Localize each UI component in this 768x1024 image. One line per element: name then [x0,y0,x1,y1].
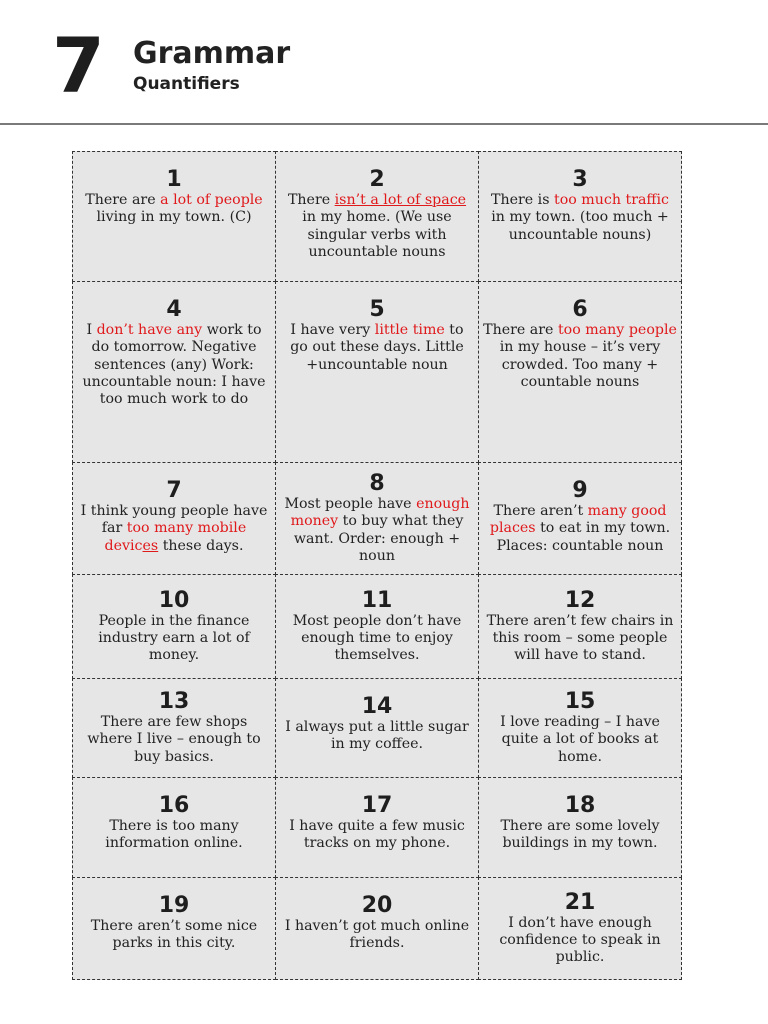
sentence-text: There is [491,192,555,208]
quantifier-card-6 [478,281,682,463]
sentence-text: There are few shops where I live – enough to buy basics. [87,714,261,765]
sentence-text: to eat in my town. Places: countable noun [496,520,671,554]
card-number: 12 [564,587,596,613]
highlighted-quantifier: enough money [290,496,470,530]
quantifier-card-17 [275,777,479,878]
card-sentence [483,714,677,766]
sentence-text: in my house – it’s very crowded. Too many + countable nouns [499,339,661,390]
card-sentence [77,918,271,953]
card-sentence [280,719,474,754]
card-number: 3 [572,167,588,192]
sentence-text: Most people have [284,496,417,512]
sentence-text: I [86,322,97,338]
quantifier-card-12 [478,574,682,679]
card-number: 10 [158,587,190,613]
page-subtitle: Quantifiers [133,74,240,94]
card-number: 15 [564,689,596,714]
card-sentence [483,613,677,665]
card-sentence [77,818,271,853]
card-number: 4 [166,297,182,322]
sentence-text: There [287,192,335,208]
card-number: 9 [572,478,588,503]
card-sentence [280,613,474,665]
quantifier-card-1 [72,151,276,282]
card-number: 19 [158,893,190,918]
card-sentence [77,503,271,555]
quantifier-card-21 [478,877,682,980]
highlighted-quantifier: too many people [557,322,677,338]
sentence-text: I don’t have enough confidence to speak in public. [499,914,661,966]
card-number: 16 [158,793,190,818]
highlighted-quantifier: es [142,537,159,554]
card-number: 8 [369,471,385,496]
card-number: 18 [564,793,596,818]
page-title: Grammar [133,36,291,71]
card-number: 21 [564,889,596,915]
sentence-text: I have quite a few music tracks on my phone. [289,818,465,852]
highlighted-quantifier: isn’t a lot of space [334,192,467,208]
card-number: 5 [369,297,385,322]
sentence-text: to buy what they want. Order: enough + noun [293,513,464,564]
card-sentence [280,918,474,953]
quantifier-card-2 [275,151,479,282]
highlighted-quantifier: too many mobile devic [104,520,247,554]
quantifier-card-13 [72,678,276,778]
highlighted-quantifier: a lot of people [160,192,263,208]
sentence-text: in my home. (We use singular verbs with uncountable nouns [302,209,452,260]
quantifier-card-10 [72,574,276,679]
sentence-text: work to do tomorrow. Negative sentences (any) Work: uncountable noun: I have too much work to do [82,322,266,408]
card-number: 6 [572,297,588,322]
card-sentence [280,818,474,853]
quantifier-card-5 [275,281,479,463]
quantifier-card-3 [478,151,682,282]
quantifier-card-20 [275,877,479,980]
sentence-text: I love reading – I have quite a lot of books at home. [500,714,660,765]
header-divider [0,123,768,125]
sentence-text: Most people don’t have enough time to enjoy themselves. [292,612,462,664]
quantifier-card-14 [275,678,479,778]
card-sentence [483,503,677,555]
sentence-text: to go out these days. Little +uncountable noun [290,322,464,373]
card-sentence [77,322,271,408]
sentence-text: There aren’t some nice parks in this city. [90,918,258,952]
unit-number: 7 [52,21,103,110]
card-sentence [280,192,474,261]
highlighted-quantifier: little time [374,322,445,338]
card-number: 7 [166,478,182,503]
highlighted-quantifier: many good places [489,503,667,537]
sentence-text: There are [483,322,558,338]
card-sentence [483,322,677,391]
card-number: 11 [361,587,393,613]
sentence-text: There are [85,192,161,208]
card-sentence [280,322,474,374]
highlighted-quantifier: don’t have any [96,322,203,338]
card-sentence [483,915,677,967]
quantifier-card-8 [275,462,479,575]
sentence-text: I have very [290,322,375,338]
quantifier-card-18 [478,777,682,878]
sentence-text: There are some lovely buildings in my town. [500,818,660,852]
sentence-text: in my town. (too much + uncountable nouns) [491,209,669,243]
card-number: 20 [361,893,393,918]
card-number: 1 [166,167,182,192]
highlighted-quantifier: too much traffic [554,192,669,208]
sentence-text: these days. [158,537,244,554]
quantifier-card-7 [72,462,276,575]
sentence-text: living in my town. (C) [96,209,252,226]
card-number: 14 [361,694,393,719]
sentence-text: I think young people have far [80,503,268,537]
sentence-text: I always put a little sugar in my coffee. [285,719,469,753]
quantifier-card-4 [72,281,276,463]
card-sentence [77,613,271,665]
quantifier-card-19 [72,877,276,980]
sentence-text: I haven’t got much online friends. [284,918,470,952]
quantifier-card-9 [478,462,682,575]
card-sentence [483,818,677,853]
quantifier-card-11 [275,574,479,679]
sentence-text: People in the finance industry earn a lot of money. [98,612,250,664]
card-sentence [483,192,677,244]
card-number: 2 [369,167,385,192]
sentence-text: There is too many information online. [105,818,243,852]
card-sentence [280,496,474,565]
quantifier-card-16 [72,777,276,878]
card-sentence [77,192,271,227]
sentence-text: There aren’t [493,503,588,519]
sentence-text: There aren’t few chairs in this room – some people will have to stand. [486,612,674,664]
card-number: 17 [361,793,393,818]
quantifier-card-15 [478,678,682,778]
card-number: 13 [158,689,190,714]
card-sentence [77,714,271,766]
